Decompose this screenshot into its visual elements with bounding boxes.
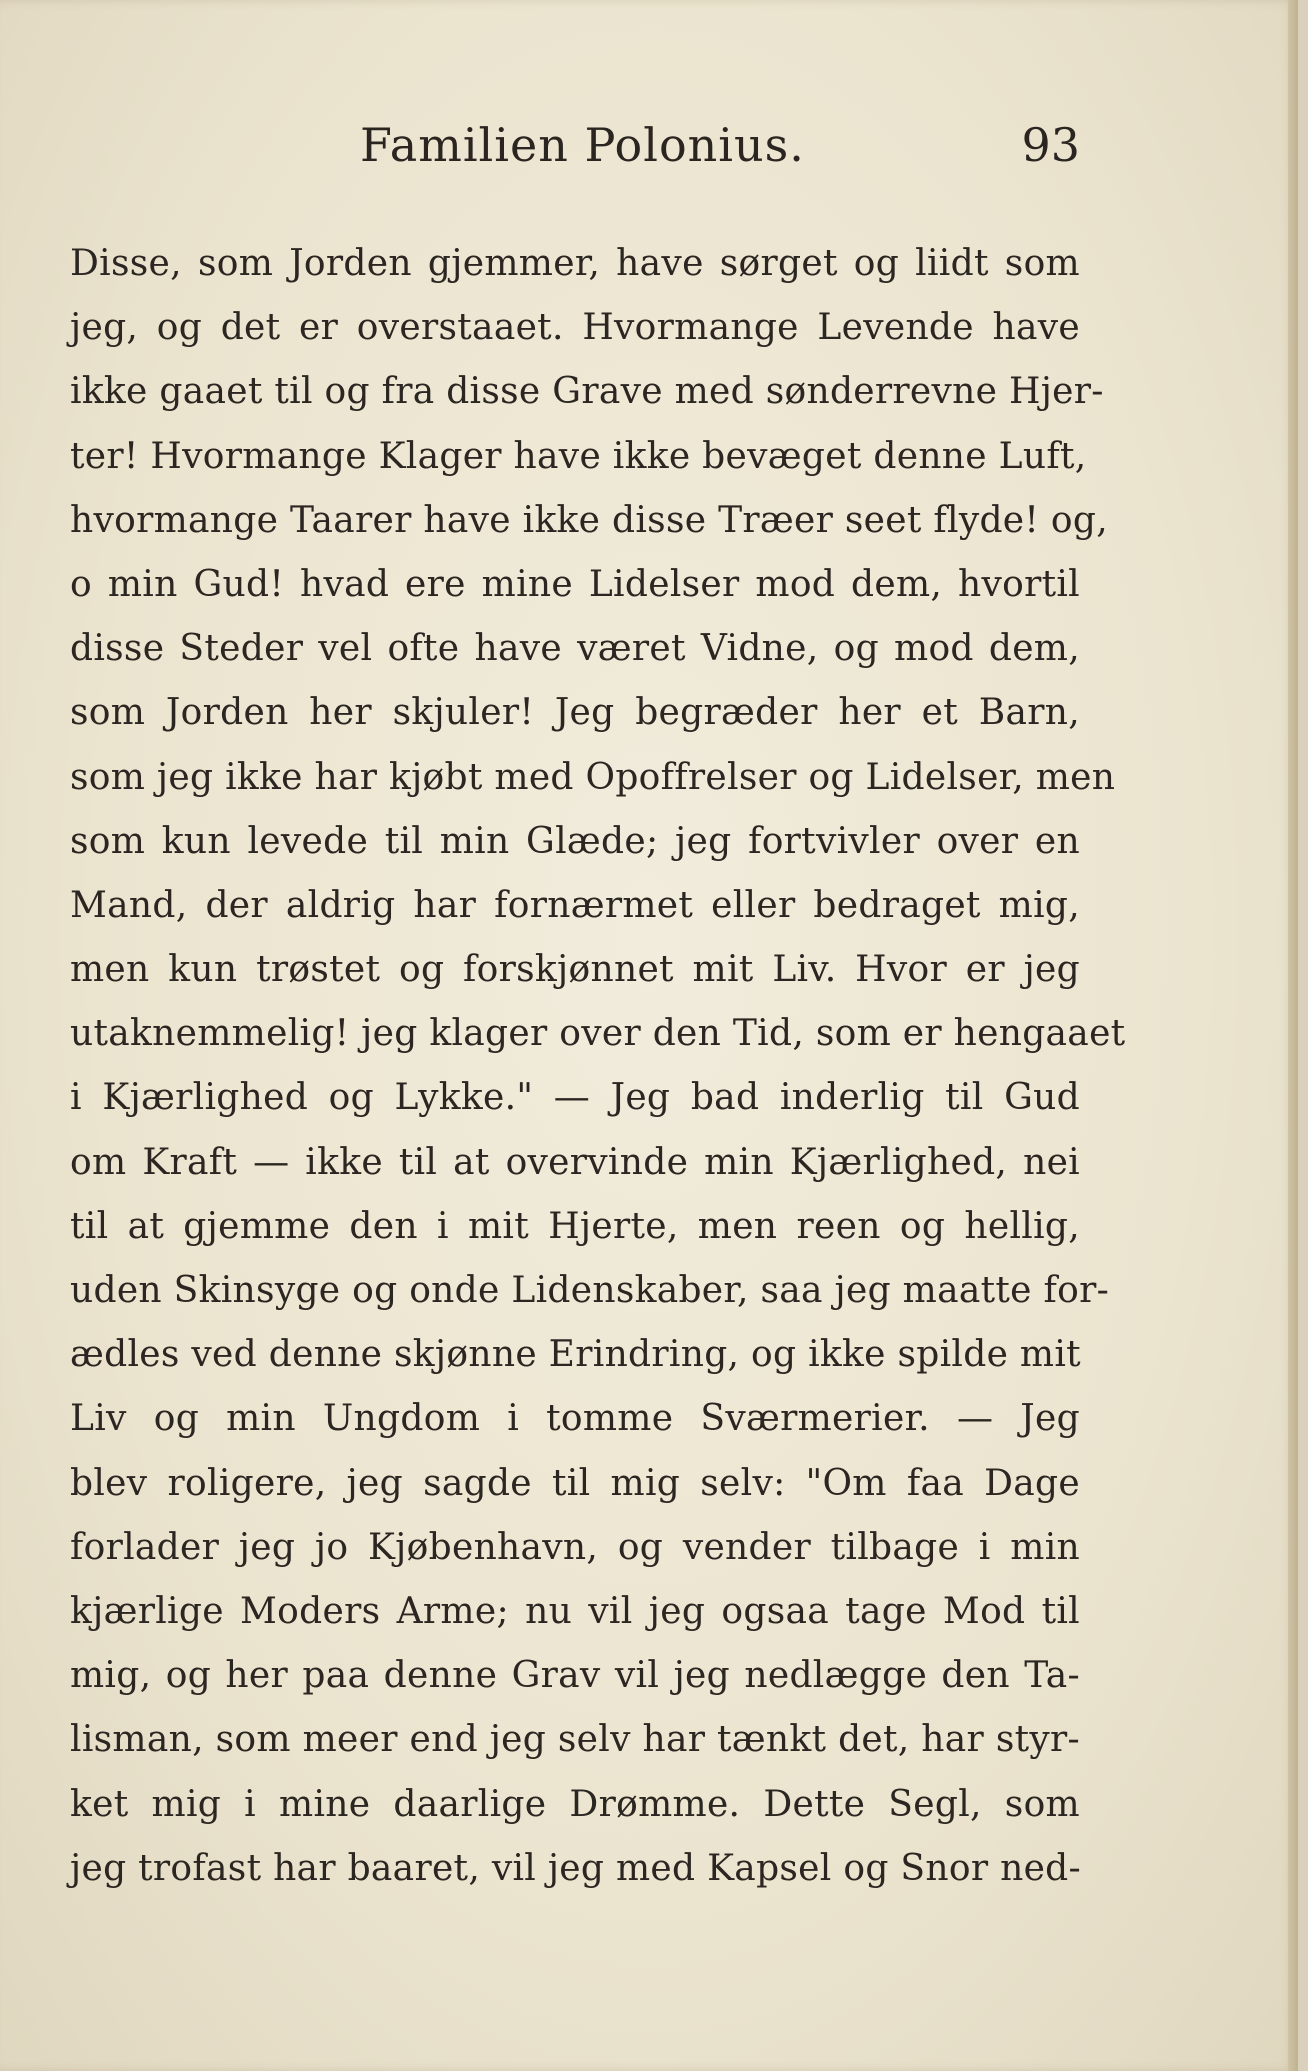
page-edge (1288, 0, 1298, 2071)
text-line: jeg trofast har baaret, vil jeg med Kapsel og Snor ned- (70, 1847, 1081, 1889)
text-line: blev roligere, jeg sagde til mig selv: "Om faa Dage (70, 1462, 1080, 1504)
text-line: ikke gaaet til og fra disse Grave med sønderrevne Hjer- (70, 371, 1104, 413)
text-line: Disse, som Jorden gjemmer, have sørget og liidt som (70, 243, 1080, 284)
text-line: mig, og her paa denne Grav vil jeg nedlægge den Ta- (70, 1655, 1080, 1697)
text-line: Liv og min Ungdom i tomme Sværmerier. — Jeg (70, 1398, 1080, 1440)
text-line: kjærlige Moders Arme; nu vil jeg ogsaa tage Mod til (70, 1590, 1080, 1632)
text-line: ter! Hvormange Klager have ikke bevæget denne Luft, (70, 435, 1087, 477)
text-line: lisman, som meer end jeg selv har tænkt det, har styr- (70, 1719, 1080, 1761)
text-line: hvormange Taarer have ikke disse Træer seet flyde! og, (70, 499, 1108, 541)
text-line: i Kjærlighed og Lykke." — Jeg bad inderlig til Gud (70, 1077, 1080, 1119)
text-line: til at gjemme den i mit Hjerte, men reen og hellig, (70, 1205, 1080, 1247)
text-line: jeg, og det er overstaaet. Hvormange Levende have (70, 307, 1080, 349)
text-line: men kun trøstet og forskjønnet mit Liv. Hvor er jeg (70, 949, 1080, 991)
page-header (70, 118, 1080, 188)
body-text (70, 232, 1126, 1901)
text-line: forlader jeg jo Kjøbenhavn, og vender tilbage i min (70, 1526, 1080, 1568)
page-number: 93 (1021, 118, 1080, 172)
text-line: som Jorden her skjuler! Jeg begræder her et Barn, (70, 692, 1080, 734)
text-line: o min Gud! hvad ere mine Lidelser mod dem, hvortil (70, 563, 1080, 605)
text-line: som kun levede til min Glæde; jeg fortvivler over en (70, 820, 1080, 862)
text-line: utaknemmelig! jeg klager over den Tid, som er hengaaet (70, 1013, 1126, 1055)
text-line: som jeg ikke har kjøbt med Opoffrelser og Lidelser, men (70, 756, 1116, 798)
text-line: uden Skinsyge og onde Lidenskaber, saa jeg maatte for- (70, 1270, 1110, 1311)
text-line: ket mig i mine daarlige Drømme. Dette Segl, som (70, 1783, 1080, 1825)
text-line: ædles ved denne skjønne Erindring, og ikke spilde mit (70, 1334, 1081, 1376)
text-line: disse Steder vel ofte have været Vidne, og mod dem, (70, 628, 1080, 670)
text-line: om Kraft — ikke til at overvinde min Kjærlighed, nei (70, 1141, 1080, 1183)
running-title: Familien Polonius. (360, 118, 805, 172)
text-line: Mand, der aldrig har fornærmet eller bedraget mig, (70, 884, 1080, 926)
